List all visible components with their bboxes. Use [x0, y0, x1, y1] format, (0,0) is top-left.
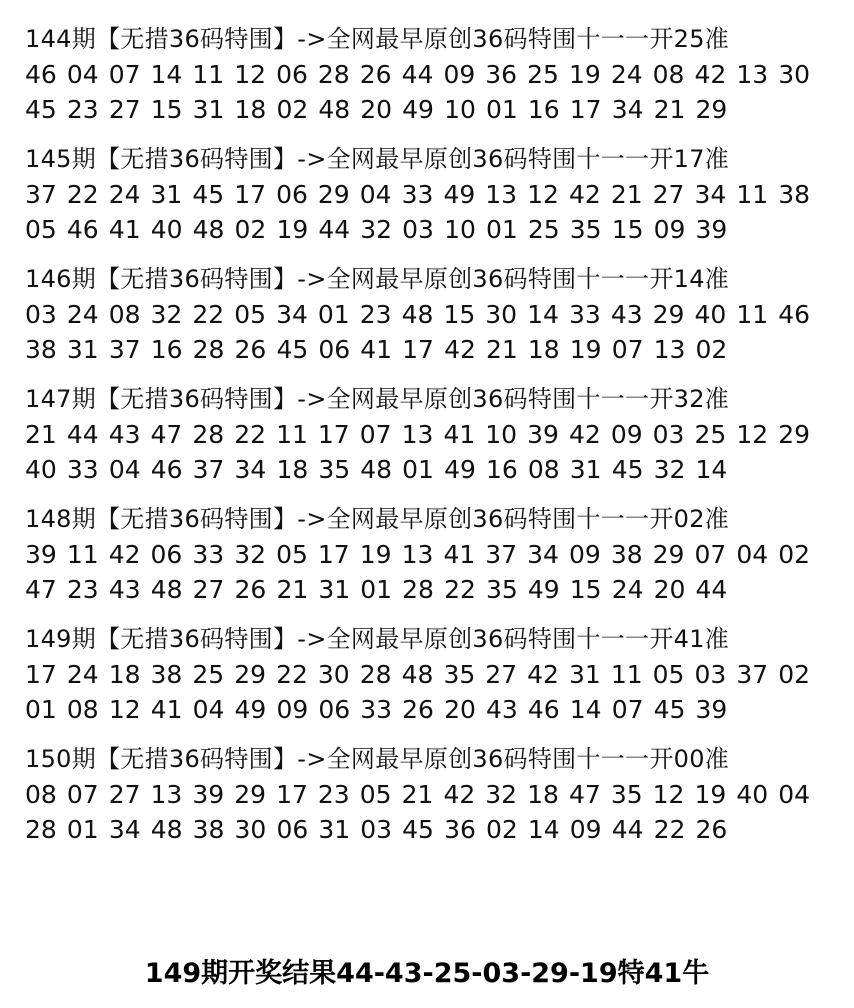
- number-cell: 49: [444, 455, 476, 484]
- number-cell: 01: [317, 300, 350, 329]
- number-cell: 46: [778, 300, 810, 329]
- number-cell: 43: [108, 575, 141, 604]
- period-header: 150期【无措36码特围】->全网最早原创36码特围十一一开00准: [25, 745, 730, 773]
- number-cell: 47: [25, 575, 57, 604]
- number-cell: 31: [318, 815, 351, 844]
- number-cell: 20: [360, 95, 393, 124]
- number-cell: 22: [192, 300, 225, 329]
- number-cell: 33: [192, 540, 225, 569]
- number-cell: 19: [359, 540, 392, 569]
- number-cell: 13: [653, 335, 686, 364]
- number-cell: 45: [402, 815, 434, 844]
- number-cell: 18: [527, 780, 559, 809]
- number-cell: 18: [276, 455, 309, 484]
- number-cell: 48: [401, 660, 434, 689]
- number-cell: 06: [276, 815, 309, 844]
- number-cell: 41: [150, 695, 183, 724]
- number-cell: 27: [108, 95, 141, 124]
- number-cell: 13: [401, 540, 434, 569]
- number-cell: 33: [360, 695, 393, 724]
- number-cell: 31: [150, 180, 183, 209]
- number-cell: 37: [485, 540, 518, 569]
- number-row: [25, 177, 810, 212]
- number-cell: 19: [569, 335, 602, 364]
- number-row: [25, 692, 727, 727]
- number-cell: 12: [108, 695, 141, 724]
- number-cell: 48: [401, 300, 434, 329]
- number-cell: 02: [276, 95, 309, 124]
- number-cell: 13: [485, 180, 518, 209]
- number-cell: 42: [568, 420, 601, 449]
- number-cell: 24: [108, 180, 141, 209]
- number-cell: 42: [443, 780, 476, 809]
- number-cell: 19: [694, 780, 727, 809]
- number-cell: 38: [778, 180, 810, 209]
- number-cell: 23: [66, 95, 99, 124]
- number-cell: 09: [569, 815, 602, 844]
- number-cell: 15: [150, 95, 183, 124]
- number-cell: 03: [402, 215, 434, 244]
- number-cell: 02: [778, 540, 810, 569]
- number-cell: 18: [108, 660, 141, 689]
- number-cell: 40: [150, 215, 183, 244]
- number-cell: 09: [443, 60, 476, 89]
- number-cell: 29: [695, 95, 728, 124]
- number-cell: 39: [695, 695, 728, 724]
- number-cell: 38: [610, 540, 643, 569]
- number-cell: 29: [234, 660, 267, 689]
- number-cell: 14: [150, 60, 183, 89]
- number-cell: 45: [276, 335, 309, 364]
- number-cell: 39: [192, 780, 225, 809]
- number-cell: 03: [25, 300, 57, 329]
- number-cell: 28: [192, 335, 225, 364]
- number-cell: 06: [276, 60, 308, 89]
- number-cell: 23: [66, 575, 99, 604]
- number-cell: 21: [610, 180, 643, 209]
- number-cell: 47: [150, 420, 183, 449]
- number-cell: 22: [234, 420, 267, 449]
- number-cell: 35: [569, 215, 602, 244]
- number-cell: 48: [318, 95, 351, 124]
- number-cell: 38: [25, 335, 57, 364]
- number-cell: 42: [108, 540, 141, 569]
- number-cell: 27: [485, 660, 518, 689]
- number-cell: 07: [108, 60, 141, 89]
- number-cell: 11: [192, 60, 225, 89]
- number-cell: 31: [192, 95, 225, 124]
- number-cell: 20: [653, 575, 686, 604]
- number-row: [25, 452, 727, 487]
- number-cell: 02: [485, 815, 518, 844]
- number-cell: 05: [234, 300, 267, 329]
- number-cell: 31: [568, 660, 601, 689]
- number-cell: 24: [66, 660, 99, 689]
- number-cell: 12: [652, 780, 685, 809]
- number-cell: 31: [66, 335, 99, 364]
- number-cell: 42: [694, 60, 727, 89]
- number-cell: 12: [527, 180, 559, 209]
- number-cell: 08: [527, 455, 560, 484]
- number-cell: 46: [150, 455, 183, 484]
- number-cell: 21: [653, 95, 686, 124]
- number-cell: 37: [192, 455, 225, 484]
- number-cell: 20: [444, 695, 476, 724]
- period-header: 144期【无措36码特围】->全网最早原创36码特围十一一开25准: [25, 25, 730, 53]
- number-cell: 09: [610, 420, 643, 449]
- number-cell: 05: [652, 660, 685, 689]
- number-cell: 39: [25, 540, 57, 569]
- number-row: [25, 417, 810, 452]
- number-cell: 31: [318, 575, 351, 604]
- number-cell: 44: [401, 60, 434, 89]
- number-cell: 43: [108, 420, 141, 449]
- number-cell: 37: [108, 335, 141, 364]
- number-cell: 35: [485, 575, 518, 604]
- number-cell: 33: [401, 180, 434, 209]
- number-cell: 32: [360, 215, 393, 244]
- number-cell: 06: [150, 540, 183, 569]
- number-cell: 07: [611, 695, 644, 724]
- number-cell: 26: [234, 335, 267, 364]
- number-cell: 30: [317, 660, 350, 689]
- number-cell: 10: [444, 215, 476, 244]
- number-cell: 27: [108, 780, 141, 809]
- number-cell: 36: [444, 815, 476, 844]
- number-cell: 34: [694, 180, 727, 209]
- number-cell: 02: [778, 660, 810, 689]
- number-cell: 13: [401, 420, 434, 449]
- number-cell: 15: [611, 215, 644, 244]
- number-cell: 09: [653, 215, 686, 244]
- number-cell: 17: [569, 95, 602, 124]
- number-cell: 15: [569, 575, 602, 604]
- number-cell: 41: [443, 540, 476, 569]
- number-cell: 18: [234, 95, 267, 124]
- number-cell: 09: [276, 695, 309, 724]
- number-cell: 34: [108, 815, 141, 844]
- number-cell: 14: [527, 815, 560, 844]
- number-cell: 38: [150, 660, 183, 689]
- number-cell: 44: [611, 815, 644, 844]
- number-cell: 01: [360, 575, 393, 604]
- number-cell: 28: [402, 575, 434, 604]
- number-row: [25, 332, 727, 367]
- number-cell: 25: [527, 215, 560, 244]
- number-cell: 05: [276, 540, 308, 569]
- number-row: [25, 572, 727, 607]
- period-header: 145期【无措36码特围】->全网最早原创36码特围十一一开17准: [25, 145, 730, 173]
- number-cell: 01: [402, 455, 434, 484]
- number-cell: 49: [234, 695, 267, 724]
- number-row: [25, 297, 810, 332]
- number-cell: 07: [359, 420, 392, 449]
- number-cell: 47: [568, 780, 601, 809]
- number-cell: 34: [527, 540, 559, 569]
- number-cell: 33: [568, 300, 601, 329]
- number-cell: 04: [192, 695, 225, 724]
- number-cell: 06: [318, 335, 351, 364]
- number-cell: 05: [25, 215, 57, 244]
- number-cell: 37: [25, 180, 57, 209]
- number-cell: 19: [568, 60, 601, 89]
- number-cell: 35: [318, 455, 351, 484]
- number-cell: 46: [25, 60, 57, 89]
- number-cell: 01: [66, 815, 99, 844]
- number-cell: 06: [318, 695, 351, 724]
- period-block: [25, 262, 835, 367]
- number-cell: 49: [443, 180, 476, 209]
- number-cell: 06: [276, 180, 308, 209]
- number-cell: 38: [192, 815, 225, 844]
- period-header: 146期【无措36码特围】->全网最早原创36码特围十一一开14准: [25, 265, 730, 293]
- number-cell: 04: [736, 540, 769, 569]
- number-cell: 24: [66, 300, 99, 329]
- number-cell: 01: [485, 95, 518, 124]
- number-cell: 19: [276, 215, 309, 244]
- number-cell: 28: [25, 815, 57, 844]
- number-cell: 25: [192, 660, 225, 689]
- number-cell: 17: [276, 780, 308, 809]
- period-block: [25, 622, 835, 727]
- number-cell: 22: [276, 660, 308, 689]
- number-cell: 34: [234, 455, 267, 484]
- number-cell: 11: [610, 660, 643, 689]
- number-cell: 40: [25, 455, 57, 484]
- period-block: [25, 742, 835, 847]
- number-cell: 04: [66, 60, 99, 89]
- number-cell: 22: [66, 180, 99, 209]
- number-cell: 45: [611, 455, 644, 484]
- number-cell: 28: [317, 60, 350, 89]
- number-cell: 13: [736, 60, 769, 89]
- number-cell: 41: [360, 335, 393, 364]
- number-cell: 08: [108, 300, 141, 329]
- number-cell: 05: [359, 780, 392, 809]
- number-cell: 03: [360, 815, 393, 844]
- number-cell: 29: [234, 780, 267, 809]
- number-cell: 45: [192, 180, 225, 209]
- number-cell: 14: [569, 695, 602, 724]
- number-cell: 43: [610, 300, 643, 329]
- period-block: [25, 142, 835, 247]
- number-cell: 23: [359, 300, 392, 329]
- number-cell: 01: [25, 695, 57, 724]
- number-cell: 26: [402, 695, 434, 724]
- prediction-list: [25, 22, 835, 862]
- number-cell: 34: [611, 95, 644, 124]
- number-cell: 17: [317, 540, 350, 569]
- number-cell: 48: [192, 215, 225, 244]
- number-cell: 39: [527, 420, 559, 449]
- number-cell: 41: [108, 215, 141, 244]
- number-cell: 16: [485, 455, 518, 484]
- number-cell: 29: [778, 420, 810, 449]
- number-cell: 12: [736, 420, 769, 449]
- number-cell: 34: [276, 300, 308, 329]
- number-cell: 26: [695, 815, 728, 844]
- number-cell: 44: [318, 215, 351, 244]
- number-cell: 29: [652, 540, 685, 569]
- number-cell: 02: [695, 335, 728, 364]
- period-block: [25, 502, 835, 607]
- number-cell: 01: [485, 215, 518, 244]
- number-cell: 16: [150, 335, 183, 364]
- number-cell: 40: [694, 300, 727, 329]
- number-row: [25, 812, 727, 847]
- number-cell: 13: [150, 780, 183, 809]
- number-cell: 27: [192, 575, 225, 604]
- number-cell: 03: [652, 420, 685, 449]
- number-cell: 32: [653, 455, 686, 484]
- period-block: [25, 22, 835, 127]
- number-cell: 17: [25, 660, 57, 689]
- number-cell: 29: [652, 300, 685, 329]
- number-cell: 09: [568, 540, 601, 569]
- number-cell: 48: [360, 455, 393, 484]
- number-cell: 14: [527, 300, 559, 329]
- number-row: [25, 657, 810, 692]
- number-cell: 10: [485, 420, 518, 449]
- period-header: 149期【无措36码特围】->全网最早原创36码特围十一一开41准: [25, 625, 730, 653]
- number-cell: 42: [568, 180, 601, 209]
- number-cell: 33: [66, 455, 99, 484]
- number-cell: 22: [444, 575, 476, 604]
- number-cell: 46: [66, 215, 99, 244]
- number-cell: 08: [25, 780, 57, 809]
- number-cell: 23: [317, 780, 350, 809]
- number-cell: 16: [527, 95, 560, 124]
- number-cell: 44: [695, 575, 728, 604]
- number-cell: 26: [359, 60, 392, 89]
- number-cell: 45: [653, 695, 686, 724]
- number-cell: 42: [444, 335, 476, 364]
- number-cell: 21: [401, 780, 434, 809]
- number-cell: 36: [485, 60, 518, 89]
- number-cell: 08: [652, 60, 685, 89]
- number-cell: 46: [527, 695, 560, 724]
- number-cell: 11: [66, 540, 99, 569]
- number-cell: 15: [443, 300, 476, 329]
- number-cell: 40: [736, 780, 769, 809]
- number-cell: 48: [150, 575, 183, 604]
- period-header: 148期【无措36码特围】->全网最早原创36码特围十一一开02准: [25, 505, 730, 533]
- number-cell: 22: [653, 815, 686, 844]
- number-cell: 25: [527, 60, 559, 89]
- number-cell: 25: [694, 420, 727, 449]
- number-cell: 32: [234, 540, 267, 569]
- number-cell: 27: [652, 180, 685, 209]
- number-cell: 07: [611, 335, 644, 364]
- number-cell: 45: [25, 95, 57, 124]
- number-cell: 35: [610, 780, 643, 809]
- period-header: 147期【无措36码特围】->全网最早原创36码特围十一一开32准: [25, 385, 730, 413]
- number-row: [25, 92, 727, 127]
- number-cell: 48: [150, 815, 183, 844]
- number-cell: 08: [66, 695, 99, 724]
- number-cell: 10: [444, 95, 476, 124]
- number-cell: 30: [485, 300, 518, 329]
- number-cell: 49: [527, 575, 560, 604]
- number-cell: 21: [276, 575, 309, 604]
- number-cell: 41: [443, 420, 476, 449]
- number-cell: 28: [192, 420, 225, 449]
- number-cell: 24: [610, 60, 643, 89]
- number-cell: 18: [527, 335, 560, 364]
- number-cell: 39: [695, 215, 728, 244]
- number-cell: 49: [402, 95, 434, 124]
- number-cell: 17: [317, 420, 350, 449]
- number-cell: 11: [736, 300, 769, 329]
- number-row: [25, 777, 810, 812]
- number-cell: 07: [66, 780, 99, 809]
- number-cell: 04: [108, 455, 141, 484]
- number-cell: 32: [150, 300, 183, 329]
- number-cell: 11: [276, 420, 308, 449]
- number-row: [25, 57, 810, 92]
- number-row: [25, 537, 810, 572]
- number-cell: 30: [778, 60, 810, 89]
- number-cell: 43: [485, 695, 518, 724]
- number-cell: 31: [569, 455, 602, 484]
- number-cell: 32: [485, 780, 518, 809]
- number-cell: 04: [359, 180, 392, 209]
- number-cell: 21: [25, 420, 57, 449]
- number-cell: 02: [234, 215, 267, 244]
- period-block: [25, 382, 835, 487]
- number-cell: 12: [234, 60, 267, 89]
- number-cell: 26: [234, 575, 267, 604]
- draw-result: 149期开奖结果44-43-25-03-29-19特41牛: [144, 958, 710, 989]
- number-cell: 24: [611, 575, 644, 604]
- number-cell: 29: [317, 180, 350, 209]
- number-row: [25, 212, 727, 247]
- number-cell: 30: [234, 815, 267, 844]
- number-cell: 17: [234, 180, 267, 209]
- number-cell: 14: [695, 455, 728, 484]
- number-cell: 04: [778, 780, 810, 809]
- number-cell: 42: [527, 660, 559, 689]
- number-cell: 17: [402, 335, 434, 364]
- number-cell: 11: [736, 180, 769, 209]
- number-cell: 37: [736, 660, 769, 689]
- number-cell: 03: [694, 660, 727, 689]
- number-cell: 35: [443, 660, 476, 689]
- number-cell: 21: [485, 335, 518, 364]
- number-cell: 07: [694, 540, 727, 569]
- number-cell: 28: [359, 660, 392, 689]
- number-cell: 44: [66, 420, 99, 449]
